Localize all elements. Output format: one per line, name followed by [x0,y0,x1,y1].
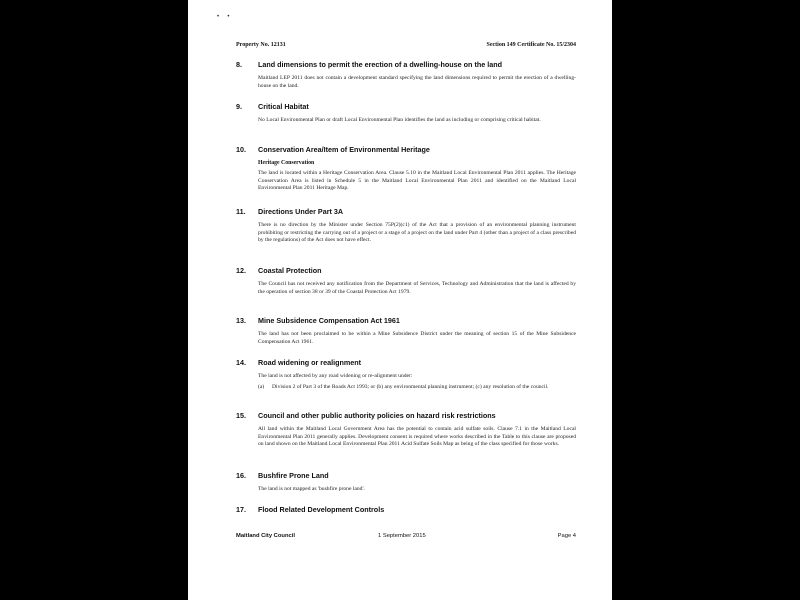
section-17 [236,505,576,520]
document-page [188,0,612,600]
certificate-number: Section 149 Certificate No. 15/2304 [486,42,576,48]
section-14 [236,358,576,391]
section-number: 11. [236,207,246,216]
section-paragraph: There is no direction by the Minister under Section 75P(2)(c1) of the Act that a provision of an environmental planning instrument prohibiting or restricting the carrying out of a project or a stage of a project on the land under Part 4 (other than a project of a class prescribed by the regulations) of the Act does not have effect. [258,222,576,244]
section-9 [236,102,576,128]
section-number: 14. [236,358,246,367]
section-title: Conservation Area/Item of Environmental Heritage [258,145,430,154]
section-paragraph: The land is not affected by any road widening or re-alignment under: [258,373,413,379]
section-title: Road widening or realignment [258,358,362,367]
section-15 [236,411,576,452]
list-item-label: (a) [258,383,265,390]
section-8 [236,60,576,93]
section-paragraph: All land within the Maitland Local Government Area has the potential to contain acid sulfate soils. Clause 7.1 in the Maitland Local Environmental Plan 2011 generally applies. Development consent is required where works described in the Table to this clause are proposed on land shown on the Maitland Local Environmental Plan 2011 Acid Sulfate Soils Map as being of the class specified for those works. [258,426,576,448]
section-12 [236,266,576,299]
council-name: Maitland City Council [236,533,295,539]
section-number: 8. [236,60,242,69]
section-number: 16. [236,471,246,480]
section-number: 9. [236,102,242,111]
page-footer [236,533,576,539]
section-paragraph: The Council has not received any notification from the Department of Services, Technology and Administration that the land is affected by the operation of section 38 or 39 of the Coastal Protection Act 1979. [258,281,576,295]
section-number: 12. [236,266,246,275]
section-title: Land dimensions to permit the erection of a dwelling-house on the land [258,60,502,69]
section-title: Coastal Protection [258,266,322,275]
section-16 [236,471,576,497]
section-number: 10. [236,145,246,154]
section-paragraph: The land has not been proclaimed to be within a Mine Subsidence District under the meaning of section 15 of the Mine Subsidence Compensation Act 1961. [258,331,576,345]
document-date: 1 September 2015 [378,533,426,539]
section-title: Critical Habitat [258,102,309,111]
page-number: Page 4 [557,533,576,539]
section-number: 17. [236,505,246,514]
section-title: Flood Related Development Controls [258,505,385,514]
section-paragraph: The land is located within a Heritage Conservation Area. Clause 5.10 in the Maitland Local Environmental Plan 2011 applies. The Heritage Conservation Area is listed in Schedule 5 in the Maitland Local Environmental Plan 2011 and identified on the Maitland Local Environmental Plan 2011 Heritage Map. [258,170,576,192]
section-subheading: Heritage Conservation [258,160,315,166]
section-title: Mine Subsidence Compensation Act 1961 [258,316,400,325]
section-paragraph: The land is not mapped as 'bushfire prone land'. [258,486,365,492]
section-paragraph: Maitland LEP 2011 does not contain a development standard specifying the land dimensions required to permit the erection of a dwelling-house on the land. [258,75,576,89]
section-10 [236,145,576,196]
section-number: 13. [236,316,246,325]
section-title: Bushfire Prone Land [258,471,329,480]
section-11 [236,207,576,248]
scan-marks: • • [217,14,230,20]
section-paragraph: No Local Environmental Plan or draft Local Environmental Plan identifies the land as including or comprising critical habitat. [258,117,541,123]
list-item-text: Division 2 of Part 3 of the Roads Act 1993; or (b) any environmental planning instrument; (c) any resolution of the council. [272,383,549,390]
section-13 [236,316,576,349]
list-item [258,384,576,392]
section-title: Directions Under Part 3A [258,207,344,216]
property-number: Property No. 12131 [236,42,286,48]
section-title: Council and other public authority policies on hazard risk restrictions [258,411,496,420]
page-header [236,42,576,48]
section-number: 15. [236,411,246,420]
